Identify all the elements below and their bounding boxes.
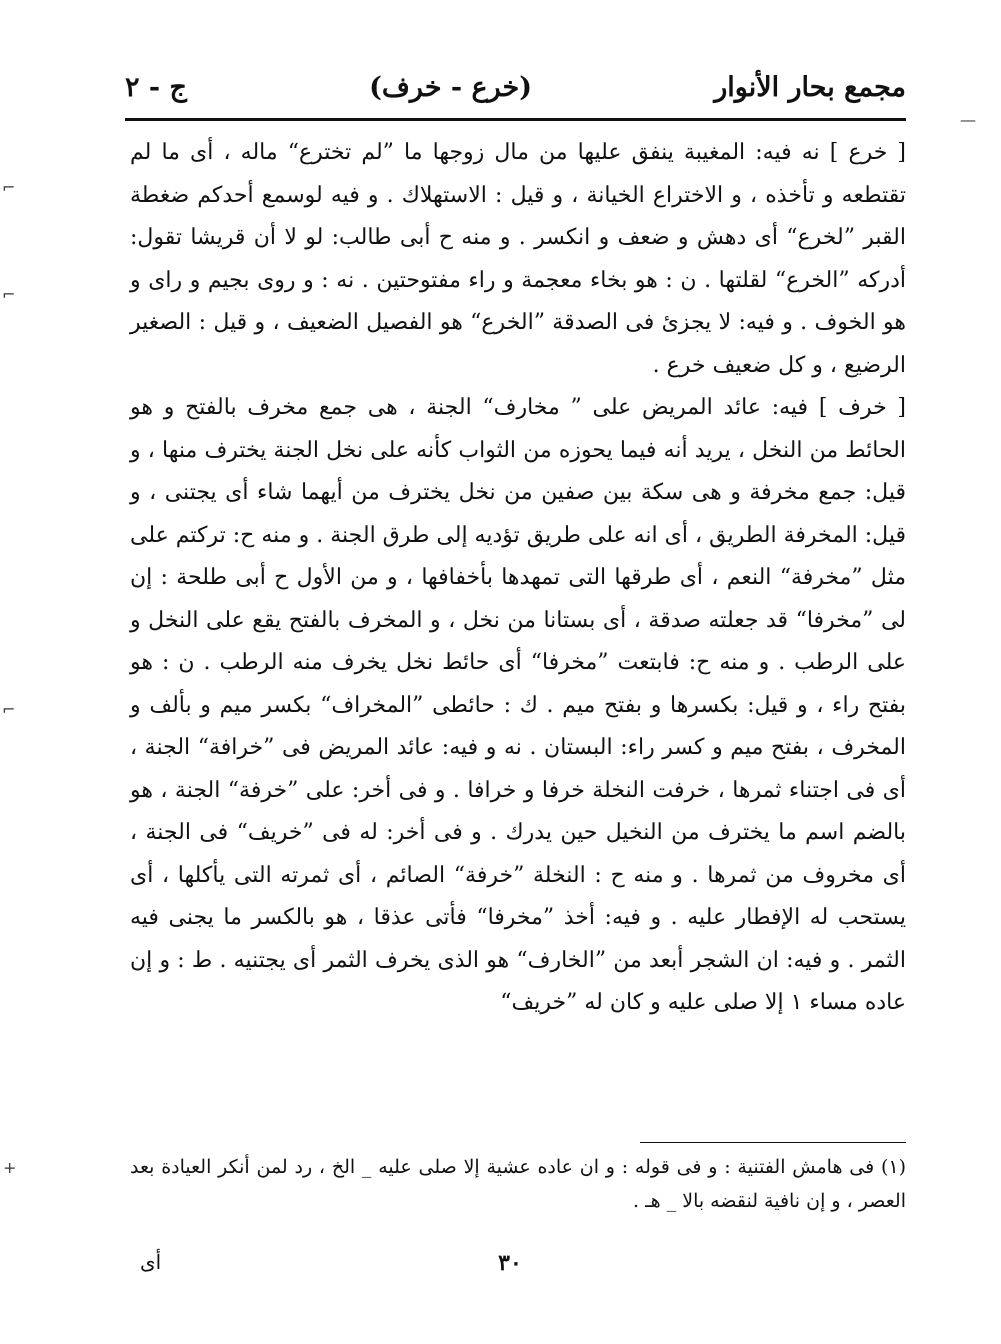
entry-kharaf: [ خرف ] فيه: عائد المريض على ” مخارف“ الجنة ، هى جمع مخرف بالفتح و هو الحائط من النخل ، يريد أنه فيما يحوزه من الثواب كأنه على نخل الجنة يخترف منها ، و قيل: جمع مخرفة و هى سكة بين صفين من نخل يخترف من أيهما شاء أى يجتنى ، و قيل: المخرفة الطريق ، أى انه على طريق تؤديه إلى طرق الجنة . و منه ح: تركتم على مثل ”مخرفة“ النعم ، أى طرقها التى تمهدها بأخفافها ، و من الأول ح أبى طلحة : إن لى ”مخرفا“ قد جعلته صدقة ، أى بستانا من نخل ، و المخرف بالفتح يقع على النخل و على الرطب . و منه ح: فابتعت ”مخرفا“ أى حائط نخل يخرف منه الرطب . ن : هو بفتح راء ، و قيل: بكسرها و بفتح ميم . ك : حائطى ”المخراف“ بكسر ميم و بألف و المخرف ، بفتح ميم و كسر راء: البستان . نه و فيه: عائد المريض فى ”خرافة“ الجنة ، أى فى اجتناء ثمرها ، خرفت النخلة خرفا و خرافا . و فى أخر: على ”خرفة“ الجنة ، هو بالضم اسم ما يخترف من النخيل حين يدرك . و فى أخر: له فى ”خريف“ فى الجنة ، أى مخروف من ثمرها . و منه ح : النخلة ”خرفة“ الصائم ، أى ثمرته التى يأكلها ، أى يستحب له الإفطار عليه . و فيه: أخذ ”مخرفا“ فأتى عذقا ، هو بالكسر ما يجنى فيه الثمر . و فيه: ان الشجر أبعد من ”الخارف“ هو الذى يخرف الثمر أى يجتنيه . ط : و إن عاده مساء ١ إلا صلى عليه و كان له ”خريف“ [130, 395, 906, 1015]
margin-mark: + [3, 1158, 17, 1177]
footnote: (١) فى هامش الفتنية : و فى قوله : و ان عاده عشية إلا صلى عليه _ الخ ، رد لمن أنكر العيادة بعد العصر ، و إن نافية لنقضه بالا _ هـ . [130, 1156, 906, 1212]
margin-mark: ⌐ [2, 178, 16, 197]
catchword: أى [140, 1250, 162, 1274]
footnote-rule [640, 1142, 906, 1143]
header-rule [125, 118, 906, 121]
section-range: (خرع - خرف) [369, 71, 532, 103]
running-header [125, 62, 906, 112]
margin-mark: ⌐ [2, 700, 16, 719]
margin-mark: ⌐ [2, 285, 16, 304]
volume-label: ج - ٢ [125, 71, 187, 103]
page-number: ٣٠ [498, 1250, 522, 1276]
book-title: مجمع بحار الأنوار [714, 71, 906, 103]
main-text [130, 132, 906, 1025]
margin-mark: — [960, 110, 976, 129]
entry-khara: [ خرع ] نه فيه: المغيبة ينفق عليها من مال زوجها ما ”لم تخترع“ ماله ، أى ما لم تقتطعه و تأخذه ، و الاختراع الخيانة ، و قيل : الاستهلاك . و فيه لوسمع أحدكم ضغطة القبر ”لخرع“ أى دهش و ضعف و انكسر . و منه ح أبى طالب: لو لا أن قريشا تقول: أدركه ”الخرع“ لقلتها . ن : هو بخاء معجمة و راء مفتوحتين . نه : و روى بجيم و راى و هو الخوف . و فيه: لا يجزئ فى الصدقة ”الخرع“ هو الفصيل الضعيف ، و قيل : الصغير الرضيع ، و كل ضعيف خرع . [130, 140, 906, 378]
